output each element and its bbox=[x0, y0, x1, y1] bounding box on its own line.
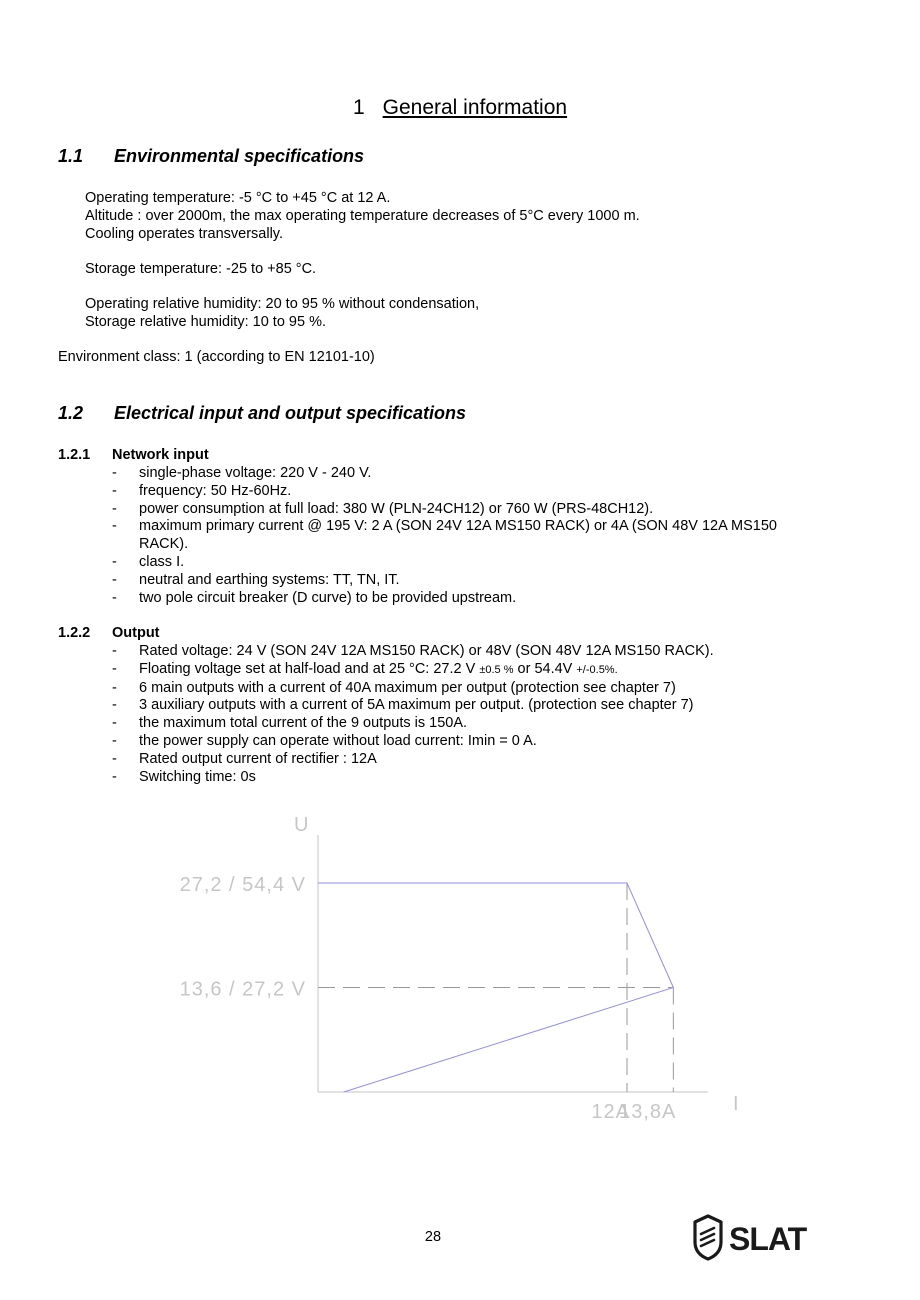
section-1-2-heading bbox=[58, 403, 466, 424]
floating-voltage-text: Floating voltage set at half-load and at 25 °C: 27.2 V bbox=[139, 660, 480, 677]
environment-class: Environment class: 1 (according to EN 12101-10) bbox=[58, 349, 375, 365]
subsection-number: 1.2.2 bbox=[58, 625, 91, 641]
logo-text: SLAT bbox=[729, 1221, 807, 1257]
logo-graphic bbox=[692, 1212, 832, 1262]
output-list bbox=[112, 643, 812, 786]
list-item: - Rated voltage: 24 V (SON 24V 12A MS150 RACK) or 48V (SON 48V 12A MS150 RACK). bbox=[112, 643, 812, 661]
x-tick-label: 12A bbox=[591, 1101, 630, 1123]
tolerance-24v: ±0.5 % bbox=[479, 663, 514, 676]
operating-temperature: Operating temperature: -5 °C to +45 °C at 12 A. bbox=[85, 190, 391, 206]
cooling: Cooling operates transversally. bbox=[85, 225, 283, 242]
section-1-1-heading bbox=[58, 146, 364, 167]
section-title: Electrical input and output specifications bbox=[114, 403, 467, 423]
y-tick-label: 27,2 / 54,4 V bbox=[179, 874, 306, 896]
section-number: 1.2 bbox=[58, 403, 84, 423]
chapter-heading bbox=[0, 96, 920, 120]
slat-logo bbox=[692, 1212, 832, 1262]
list-item: - maximum primary current @ 195 V: 2 A (SON 24V 12A MS150 RACK) or 4A (SON 48V 12A MS150 RACK). bbox=[112, 518, 789, 554]
list-item: - power consumption at full load: 380 W (PLN-24CH12) or 760 W (PRS-48CH12). bbox=[112, 501, 812, 519]
subsection-number: 1.2.1 bbox=[58, 447, 91, 463]
list-item: - neutral and earthing systems: TT, TN, IT. bbox=[112, 572, 812, 590]
operating-humidity: Operating relative humidity: 20 to 95 % without condensation, bbox=[85, 296, 480, 312]
list-item: - 6 main outputs with a current of 40A maximum per output (protection see chapter 7) bbox=[112, 680, 812, 698]
ui-chart bbox=[0, 800, 920, 1140]
subsection-1-2-1-heading bbox=[58, 447, 209, 463]
list-item: - Switching time: 0s bbox=[112, 769, 812, 787]
list-item: - the maximum total current of the 9 outputs is 150A. bbox=[112, 715, 812, 733]
subsection-1-2-2-heading bbox=[58, 625, 160, 641]
humidity-paragraph bbox=[85, 296, 479, 332]
y-tick-label: 13,6 / 27,2 V bbox=[179, 978, 306, 1001]
tolerance-48v: +/-0.5%. bbox=[576, 663, 618, 676]
list-item bbox=[112, 661, 812, 680]
chapter-number: 1 bbox=[352, 96, 365, 119]
env-paragraph bbox=[85, 190, 640, 243]
y-axis-label: U bbox=[294, 814, 309, 836]
list-item: - Rated output current of rectifier : 12A bbox=[112, 751, 812, 769]
storage-humidity: Storage relative humidity: 10 to 95 %. bbox=[85, 313, 326, 330]
list-item: - the power supply can operate without load current: Imin = 0 A. bbox=[112, 733, 812, 751]
list-item: - two pole circuit breaker (D curve) to be provided upstream. bbox=[112, 590, 812, 608]
chapter-title: General information bbox=[382, 96, 568, 119]
list-item: - frequency: 50 Hz-60Hz. bbox=[112, 483, 812, 501]
section-number: 1.1 bbox=[58, 146, 84, 166]
section-title: Environmental specifications bbox=[114, 146, 365, 166]
list-item: - class I. bbox=[112, 554, 812, 572]
x-axis-label: I bbox=[733, 1093, 739, 1115]
altitude: Altitude : over 2000m, the max operating temperature decreases of 5°C every 1000 m. bbox=[85, 207, 640, 224]
shield-icon bbox=[695, 1216, 721, 1259]
list-item: - single-phase voltage: 220 V - 240 V. bbox=[112, 465, 812, 483]
subsection-title: Network input bbox=[112, 447, 209, 463]
x-tick-label: 13,8A bbox=[619, 1101, 677, 1123]
list-item: - 3 auxiliary outputs with a current of 5A maximum per output. (protection see chapter 7) bbox=[112, 697, 812, 715]
network-input-list bbox=[112, 465, 812, 607]
subsection-title: Output bbox=[112, 625, 160, 641]
page-number: 28 bbox=[424, 1229, 442, 1245]
floating-voltage-48v: or 54.4V bbox=[513, 660, 577, 677]
storage-temperature: Storage temperature: -25 to +85 °C. bbox=[85, 261, 317, 277]
